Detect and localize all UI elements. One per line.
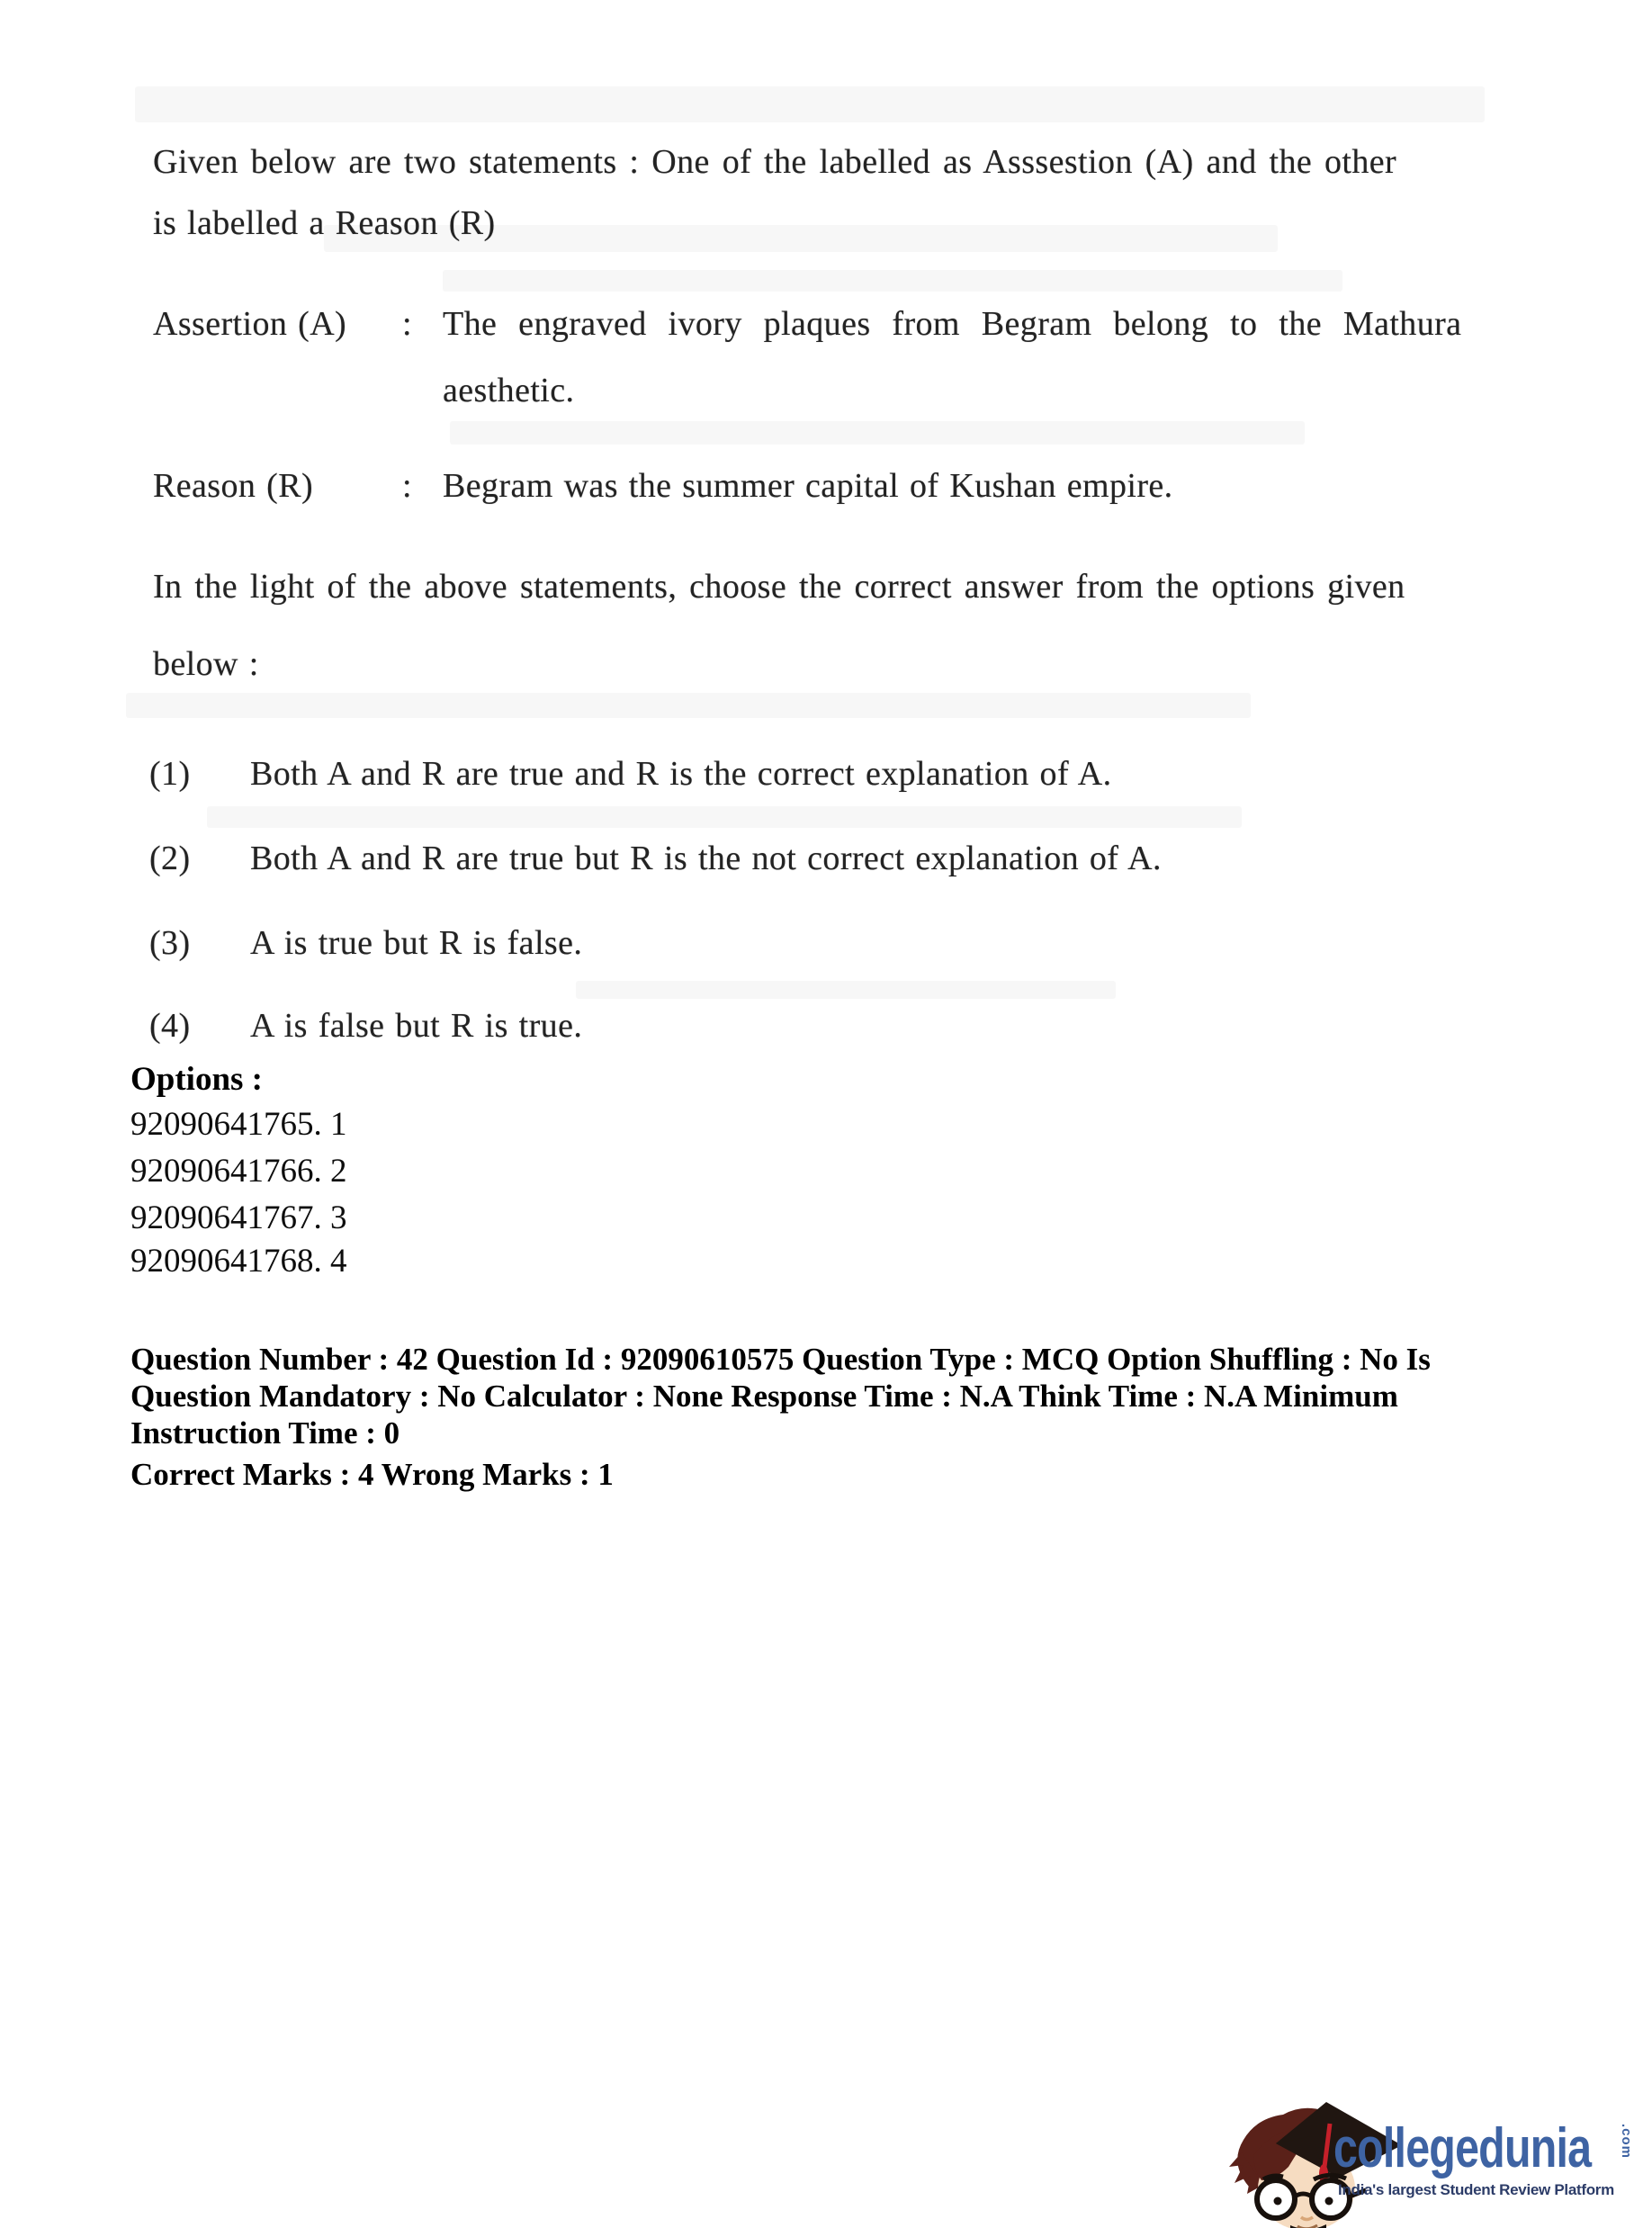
question-metadata-line-2: Question Mandatory : No Calculator : None Response Time : N.A Think Time : N.A Minimum [130,1379,1398,1414]
scan-noise-band [576,981,1116,999]
option-id-line: 92090641767. 3 [130,1199,347,1236]
brand-tld: .com [1619,2124,1634,2160]
choice-text: A is false but R is true. [250,1007,583,1045]
reason-text: Begram was the summer capital of Kushan empire. [443,467,1173,505]
brand-tagline: India's largest Student Review Platform [1338,2181,1614,2198]
choice-marker: (3) [149,924,191,962]
option-id-line: 92090641765. 1 [130,1106,347,1143]
marks-line: Correct Marks : 4 Wrong Marks : 1 [130,1457,614,1492]
reason-label: Reason (R) [153,467,314,505]
options-heading: Options : [130,1061,264,1098]
choice-marker: (2) [149,840,191,877]
reason-colon: : [402,467,412,505]
question-metadata-line-3: Instruction Time : 0 [130,1415,400,1451]
scan-noise-band [443,270,1342,292]
brand-wordmark: collegedunia [1333,2117,1592,2179]
assertion-colon: : [402,305,412,343]
choice-marker: (4) [149,1007,191,1045]
option-id-line: 92090641766. 2 [130,1153,347,1190]
instruction-line-2: below : [153,645,259,683]
assertion-text-line-2: aesthetic. [443,372,575,409]
instruction-line-1: In the light of the above statements, choose the correct answer from the options given [153,568,1405,606]
option-id-line: 92090641768. 4 [130,1243,347,1280]
scan-noise-band [126,693,1251,718]
question-metadata-line-1: Question Number : 42 Question Id : 92090610575 Question Type : MCQ Option Shuffling : No Is [130,1342,1431,1377]
choice-text: Both A and R are true and R is the correct explanation of A. [250,755,1112,793]
choice-text: A is true but R is false. [250,924,583,962]
scan-noise-band [135,86,1485,122]
question-intro-line-2: is labelled a Reason (R) [153,204,496,242]
scan-noise-band [207,806,1242,828]
scan-noise-band [450,421,1305,445]
choice-marker: (1) [149,755,191,793]
question-intro-line-1: Given below are two statements : One of the labelled as Asssestion (A) and the other [153,143,1397,181]
assertion-text-line-1: The engraved ivory plaques from Begram belong to the Mathura [443,305,1462,343]
assertion-label: Assertion (A) [153,305,347,343]
choice-text: Both A and R are true but R is the not correct explanation of A. [250,840,1162,877]
